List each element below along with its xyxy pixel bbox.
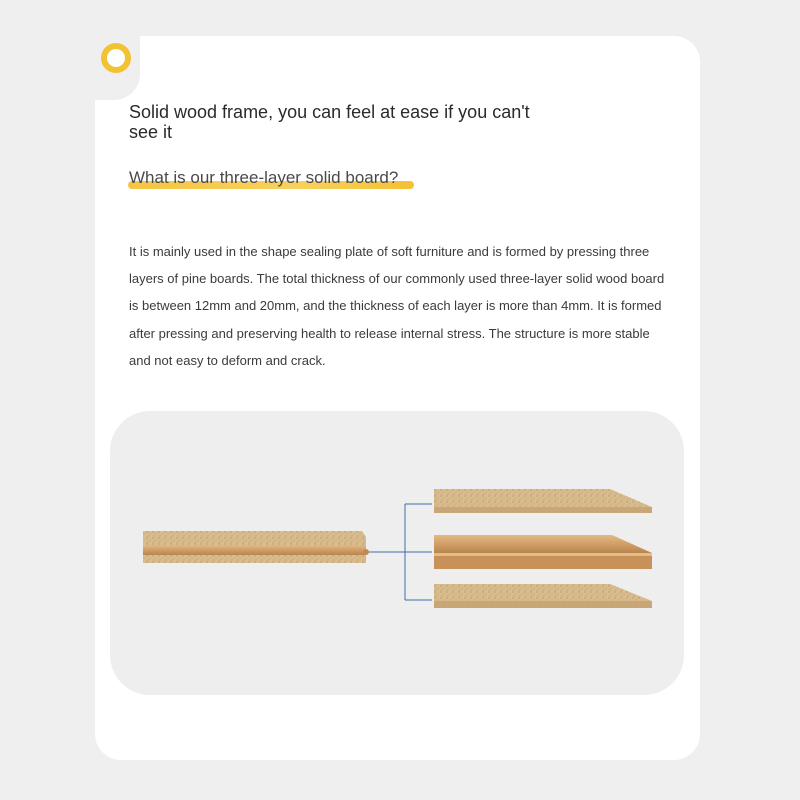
assembled-board-layer-3 [143,555,366,563]
section-question [129,164,429,192]
description-paragraph: It is mainly used in the shape sealing plate of soft furniture and is formed by pressing three layers of pine boards. The total thickness of our commonly used three-layer solid wood board is between 12mm and 20mm, and the thickness of each layer is more than 4mm. It is formed after pressing and preserving health to release internal stress. The structure is more stable and not easy to deform and crack. [129,244,665,368]
assembled-board-layer-1 [143,537,366,545]
page-title: Solid wood frame, you can feel at ease if you can't see it [129,102,530,142]
middle-layer [434,535,652,569]
ring-icon [101,43,131,73]
assembled-board [143,531,369,563]
assembled-board-layer-2 [143,545,366,555]
three-layer-board-diagram [110,411,684,695]
connector-lines [369,504,432,600]
connector-dot [363,549,369,555]
bottom-layer [434,584,652,608]
assembled-board-top [143,531,366,537]
top-layer [434,489,652,513]
section-question-text: What is our three-layer solid board? [129,168,399,187]
